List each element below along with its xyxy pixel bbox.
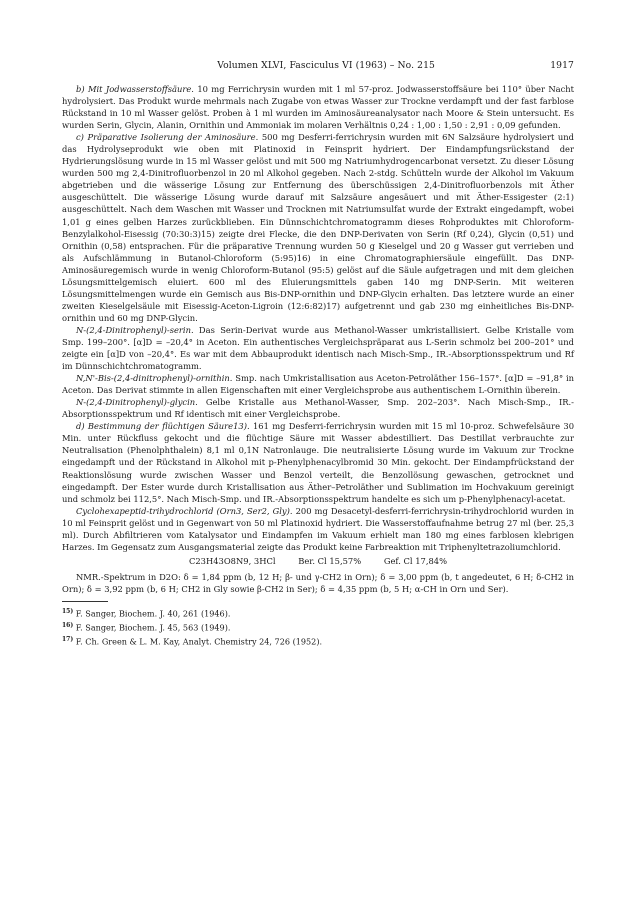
footnote-number: 15) — [62, 607, 74, 615]
nmr-spectrum: NMR.-Spektrum in D2O: δ = 1,84 ppm (b, 12 H; β- und γ-CH2 in Orn); δ = 3,00 ppm (b, t angedeutet, 6 H; δ-CH2 in Orn); δ = 3,92 ppm (b, 6 H; CH2 in Gly sowie β-CH2 in Ser); δ = 4,35 ppm (b, 5 H; α-CH in Orn und Ser). — [62, 571, 574, 594]
paragraph-body: Gelbe Kristalle aus Methanol-Wasser, Smp. 202–203°. Nach Misch-Smp., IR.-Absorptionsspektrum und Rf identisch mit einer Vergleichsprobe. — [62, 397, 574, 420]
paragraph-lead: N-(2,4-Dinitrophenyl)-serin. — [76, 324, 194, 335]
document-page — [62, 60, 574, 649]
elemental-analysis — [62, 555, 574, 568]
paragraph-preparative-isolation — [62, 131, 574, 324]
paragraph-body: Smp. nach Umkristallisation aus Aceton-Petroläther 156–157°. [α]D = –91,8° in Aceton. Das Derivat stimmte in allen Eigenschaften mit einer Vergleichsprobe aus authentischem L-Ornithin überein. — [62, 373, 574, 396]
paragraph-bis-dnp-ornithine — [62, 372, 574, 396]
paragraph-volatile-acid — [62, 420, 574, 504]
footnote — [62, 606, 574, 620]
paragraph-lead: d) Bestimmung der flüchtigen Säure13). — [76, 421, 250, 432]
footnote-text: F. Ch. Green & L. M. Kay, Analyt. Chemistry 24, 726 (1952). — [75, 637, 323, 648]
paragraph-body: 200 mg Desacetyl-desferri-ferrichrysin-trihydrochlorid wurden in 10 ml Feinsprit gelöst und in Gegenwart von 50 ml Platinoxid hydriert. Die Wasserstoffaufnahme betrug 27 ml (ber. 25,3 ml). Durch Abfiltrieren vom Katalysator und Eindampfen im Vakuum erhielt man 180 mg eines farblosen klebrigen Harzes. Im Gegensatz zum Ausgangsmaterial zeigte das Produkt keine Farbreaktion mit Triphenyltetrazoliumchlorid. — [62, 505, 574, 552]
molecular-formula: C23H43O8N9, 3HCl — [188, 555, 276, 566]
footnote-divider — [62, 601, 108, 602]
paragraph-body: 500 mg Desferri-ferrichrysin wurden mit 6N Salzsäure hydrolysiert und das Hydrolyseprodukt wie oben mit Platinoxid in Feinsprit hydriert. Der Eindampfungsrückstand der Hydrierungslösung wurde in 15 ml Wasser gelöst und mit 500 mg Natriumhydrogencarbonat versetzt. Zu dieser Lösung wurden 500 mg 2,4-Dinitrofluorbenzol in 20 ml Alkohol gegeben. Nach 2-stdg. Schütteln wurde der Alkohol im Vakuum abgetrieben und die wässerige Lösung zur Entfernung des überschüssigen 2,4-Dinitrofluorbenzols mit Äther ausgeschüttelt. Die wässerige Lösung wurde darauf mit Salzsäure angesäuert und mit Äther-Essigester (2:1) ausgeschüttelt. Nach dem Waschen mit Wasser und Trocknen mit Natriumsulfat wurde der Extrakt eingedampft, wobei 1,01 g eines gelben Harzes zurückblieben. Ein Dünnschichtchromatogramm dieses Rohproduktes mit Chloroform-Benzylalkohol-Eisessig (70:30:3)15) zeigte drei Flecke, die den DNP-Derivaten von Serin (Rf 0,24), Glycin (0,51) und Ornithin (0,58) entsprachen. Für die präparative Trennung wurden 50 g Kieselgel und 20 g Wasser gut verrieben und als Aufschlämmung in Butanol-Chloroform (5:95)16) in eine Chromatographiersäule eingefüllt. Das DNP-Aminosäuregemisch wurde in wenig Chloroform-Butanol (95:5) gelöst auf die Säule aufgetragen und mit dem gleichen Lösungsmittelgemisch eluiert. 600 ml des Eluierungsmittels gaben 140 mg DNP-Serin. Mit weiteren Lösungsmittelmengen wurde ein Gemisch aus Bis-DNP-ornithin und DNP-Glycin erhalten. Das letztere wurde an einer zweiten Kieselgelsäule mit Eisessig-Aceton-Ligroin (12:6:82)17) aufgetrennt und gab 230 mg einheitliches Bis-DNP-ornithin und 60 mg DNP-Glycin. — [62, 132, 574, 323]
paragraph-hydroiodic-acid — [62, 83, 574, 131]
running-header — [62, 60, 574, 71]
paragraph-lead: Cyclohexapeptid-trihydrochlorid (Orn3, Ser2, Gly). — [76, 505, 293, 516]
paragraph-lead: c) Präparative Isolierung der Aminosäure. — [76, 132, 259, 143]
footnote-text: F. Sanger, Biochem. J. 45, 563 (1949). — [75, 622, 231, 633]
footnote-number: 17) — [62, 636, 74, 644]
paragraph-lead: N,N'-Bis-(2,4-dinitrophenyl)-ornithin. — [76, 373, 233, 384]
page-number: 1917 — [550, 60, 574, 71]
footnote-number: 16) — [62, 622, 74, 630]
paragraph-lead: b) Mit Jodwasserstoffsäure. — [76, 84, 194, 94]
footnote — [62, 634, 574, 648]
paragraph-cyclohexapeptide — [62, 505, 574, 553]
paragraph-body: 10 mg Ferrichrysin wurden mit 1 ml 57-proz. Jodwasserstoffsäure bei 110° über Nacht hydrolysiert. Das Produkt wurde mehrmals nach Zugabe von etwas Wasser zur Trockne verdampft und der fast farblose Rückstand in 10 ml Wasser gelöst. Proben à 1 ml wurden im Aminosäureanalysator nach Moore & Stein untersucht. Es wurden Serin, Glycin, Alanin, Ornithin und Ammoniak im molaren Verhältnis 0,24 : 1,00 : 1,50 : 2,91 : 0,09 gefunden. — [62, 84, 575, 131]
paragraph-dnp-serine — [62, 324, 574, 372]
found-value: Gef. Cl 17,84% — [383, 555, 448, 566]
paragraph-body: 161 mg Desferri-ferrichrysin wurden mit 15 ml 10-proz. Schwefelsäure 30 Min. unter Rückfluss gekocht und die flüchtige Säure mit Wasser abdestilliert. Das Destillat verbrauchte zur Neutralisation (Phenolphthalein) 8,1 ml 0,1N Natronlauge. Die neutralisierte Lösung wurde im Vakuum zur Trockne eingedampft und der Rückstand in Alkohol mit p-Phenylphenacylbromid 30 Min. gekocht. Der Eindampfrückstand der Reaktionslösung wurde zwischen Wasser und Benzol verteilt, die Benzollösung gewaschen, getrocknet und eingedampft. Der Ester wurde durch Kristallisation aus Äther–Petroläther und Sublimation im Hochvakuum gereinigt und schmolz bei 112,5°. Nach Misch-Smp. und IR.-Absorptionsspektrum handelte es sich um p-Phenylphenacyl-acetat. — [62, 421, 575, 504]
journal-issue: Volumen XLVI, Fasciculus VI (1963) – No. 215 — [217, 60, 435, 71]
footnote — [62, 620, 574, 634]
calculated-value: Ber. Cl 15,57% — [298, 555, 362, 566]
paragraph-body: Das Serin-Derivat wurde aus Methanol-Wasser umkristallisiert. Gelbe Kristalle vom Smp. 199–200°. [α]D = –20,4° in Aceton. Ein authentisches Vergleichspräparat aus L-Serin schmolz bei 200–201° und zeigte ein [α]D von –20,4°. Es war mit dem Abbauprodukt identisch nach Misch-Smp., IR.-Absorptionsspektrum und Rf im Dünnschichtchromatogramm. — [62, 324, 574, 372]
footnote-text: F. Sanger, Biochem. J. 40, 261 (1946). — [75, 608, 231, 619]
paragraph-dnp-glycine — [62, 396, 574, 420]
paragraph-lead: N-(2,4-Dinitrophenyl)-glycin. — [76, 397, 198, 408]
